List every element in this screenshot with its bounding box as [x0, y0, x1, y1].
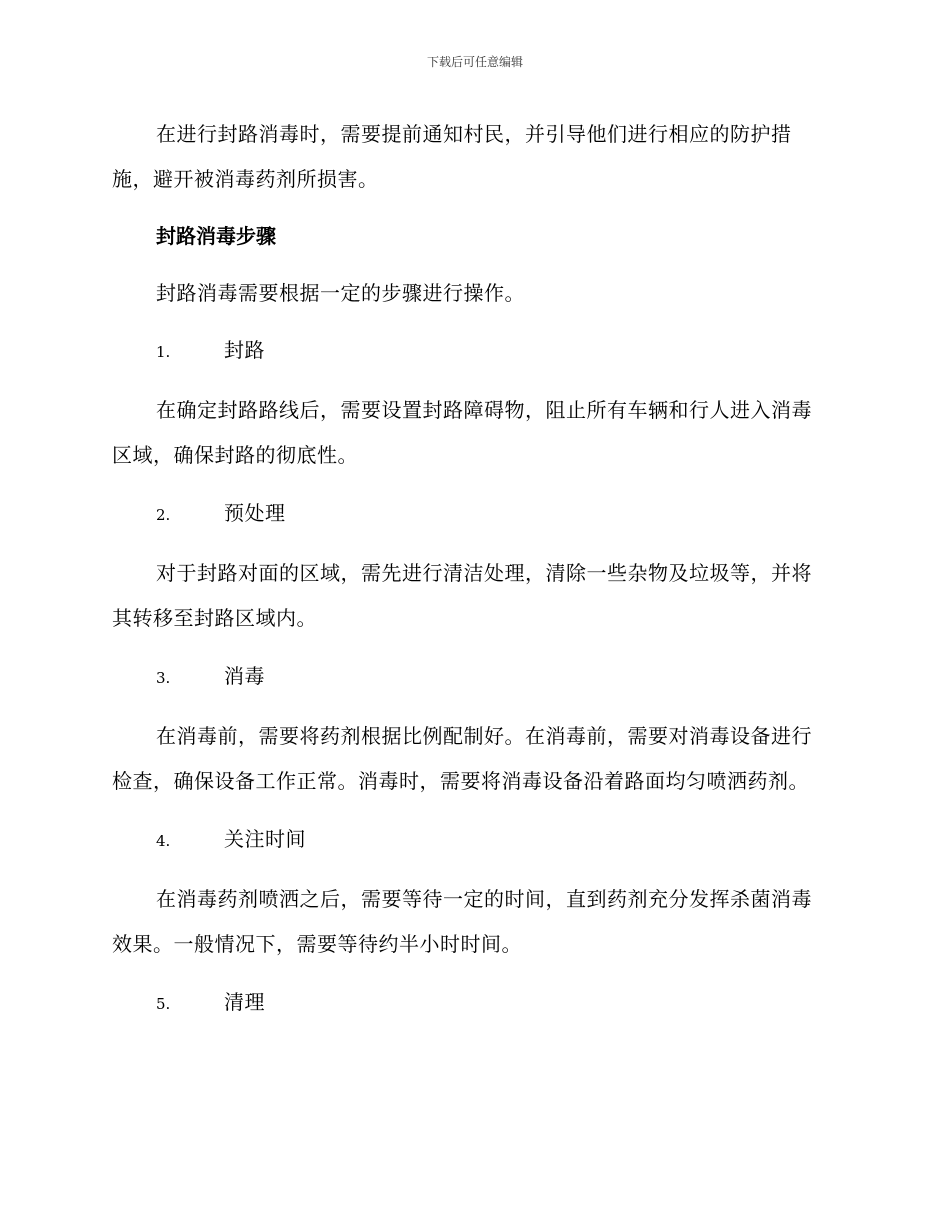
section-intro: 封路消毒需要根据一定的步骤进行操作。	[156, 281, 525, 305]
step-number: 3.	[156, 669, 171, 687]
page-header: 下载后可任意编辑	[426, 55, 523, 69]
step-body-3: 在消毒前，需要将药剂根据比例配制好。在消毒前，需要对消毒设备进行检查，确保设备工作正常。消毒时，需要将消毒设备沿着路面均匀喷洒药剂。	[112, 724, 812, 793]
step-heading-2	[112, 491, 830, 538]
step-title: 封路	[224, 338, 265, 362]
step-title: 清理	[224, 990, 265, 1014]
step-title: 消毒	[224, 664, 265, 688]
step-number: 4.	[156, 832, 171, 850]
step-heading-5	[112, 980, 830, 1027]
step-title: 预处理	[224, 501, 286, 525]
step-number: 2.	[156, 506, 171, 524]
step-heading-3	[112, 654, 830, 701]
step-heading-1	[112, 328, 830, 375]
step-number: 1.	[156, 343, 171, 361]
section-heading: 封路消毒步骤	[156, 224, 276, 248]
step-body-2: 对于封路对面的区域，需先进行清洁处理，清除一些杂物及垃圾等，并将其转移至封路区域内。	[112, 561, 812, 630]
step-number: 5.	[156, 995, 171, 1013]
step-body-1: 在确定封路路线后，需要设置封路障碍物，阻止所有车辆和行人进入消毒区域，确保封路的彻底性。	[112, 398, 812, 467]
document-body	[112, 112, 830, 1027]
step-heading-4	[112, 817, 830, 864]
intro-paragraph: 在进行封路消毒时，需要提前通知村民，并引导他们进行相应的防护措施，避开被消毒药剂所损害。	[112, 122, 792, 191]
step-body-4: 在消毒药剂喷洒之后，需要等待一定的时间，直到药剂充分发挥杀菌消毒效果。一般情况下，需要等待约半小时时间。	[112, 887, 812, 956]
step-title: 关注时间	[224, 827, 306, 851]
